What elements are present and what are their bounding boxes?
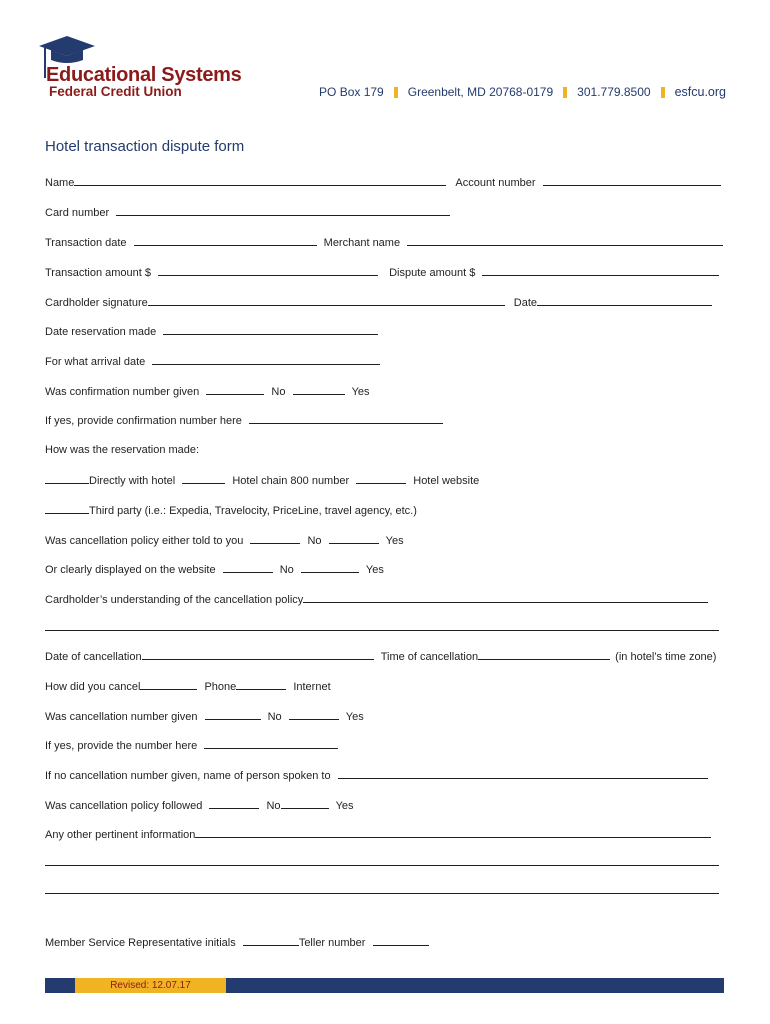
footer-stripe [45, 978, 75, 993]
cancel-policy-told-yes-label: Yes [385, 535, 404, 547]
confirmation-number-field[interactable] [249, 414, 443, 424]
cancel-policy-followed-yes-label: Yes [335, 800, 354, 812]
contact-info [319, 85, 726, 99]
time-of-cancellation-field[interactable] [478, 650, 610, 660]
logo-org-name: Educational Systems [46, 64, 242, 86]
date-of-cancellation-field[interactable] [142, 650, 374, 660]
city-address: Greenbelt, MD 20768-0179 [407, 85, 554, 99]
row-amounts [45, 266, 719, 279]
row-confirmation-given [45, 385, 370, 398]
row-how-cancel [45, 680, 331, 693]
cardholder-signature-field[interactable] [148, 296, 505, 306]
confirmation-yes-label: Yes [351, 386, 370, 398]
other-info-field-line-2[interactable] [45, 865, 719, 866]
transaction-amount-field[interactable] [158, 266, 378, 276]
account-number-label: Account number [455, 177, 536, 189]
arrival-date-field[interactable] [152, 355, 380, 365]
row-card-number [45, 206, 450, 219]
how-reservation-made-label: How was the reservation made: [45, 444, 200, 456]
row-reservation-methods [45, 474, 479, 487]
card-number-field[interactable] [116, 206, 450, 216]
row-understanding [45, 593, 708, 606]
cancel-policy-followed-label: Was cancellation policy followed [45, 800, 203, 812]
provide-confirmation-label: If yes, provide confirmation number here [45, 415, 242, 427]
footer-bar [45, 978, 724, 993]
cardholder-signature-label: Cardholder signature [45, 297, 148, 309]
transaction-amount-label: Transaction amount $ [45, 267, 151, 279]
page-title: Hotel transaction dispute form [45, 138, 245, 155]
date-reservation-made-field[interactable] [163, 325, 378, 335]
po-box: PO Box 179 [319, 85, 384, 99]
row-cancellation-number-given [45, 710, 364, 723]
row-third-party [45, 504, 417, 517]
merchant-name-field[interactable] [407, 236, 723, 246]
directly-with-hotel-field[interactable] [45, 474, 89, 484]
row-person-spoken-to [45, 769, 708, 782]
cancel-policy-followed-yes-field[interactable] [281, 799, 329, 809]
no-cancel-number-label: If no cancellation number given, name of person spoken to [45, 770, 331, 782]
understanding-field[interactable] [303, 593, 708, 603]
row-name [45, 176, 721, 189]
revised-date: Revised: 12.07.17 [75, 978, 226, 993]
name-field[interactable] [74, 176, 446, 186]
row-provide-number [45, 739, 338, 752]
phone-label: Phone [204, 681, 237, 693]
row-date-reservation [45, 325, 378, 338]
cancellation-number-field[interactable] [204, 739, 338, 749]
clearly-displayed-no-label: No [279, 564, 294, 576]
person-spoken-to-field[interactable] [338, 769, 708, 779]
clearly-displayed-no-field[interactable] [223, 563, 273, 573]
how-cancel-phone-field[interactable] [140, 680, 197, 690]
logo-org-subtitle: Federal Credit Union [49, 84, 182, 99]
merchant-name-label: Merchant name [323, 237, 401, 249]
time-of-cancellation-label: Time of cancellation [380, 651, 479, 663]
transaction-date-label: Transaction date [45, 237, 127, 249]
cancel-policy-followed-no-field[interactable] [209, 799, 259, 809]
transaction-date-field[interactable] [134, 236, 317, 246]
cancellation-number-given-label: Was cancellation number given [45, 711, 198, 723]
hotel-chain-field[interactable] [182, 474, 225, 484]
phone-number: 301.779.8500 [577, 85, 651, 99]
third-party-field[interactable] [45, 504, 89, 514]
hotel-time-zone-label: (in hotel’s time zone) [615, 651, 717, 663]
hotel-chain-label: Hotel chain 800 number [232, 475, 350, 487]
date-reservation-made-label: Date reservation made [45, 326, 157, 338]
date-field[interactable] [537, 296, 712, 306]
hotel-website-label: Hotel website [413, 475, 480, 487]
how-cancel-internet-field[interactable] [236, 680, 286, 690]
directly-with-hotel-label: Directly with hotel [89, 475, 176, 487]
msr-initials-label: Member Service Representative initials [45, 937, 236, 949]
divider [661, 87, 665, 98]
arrival-date-label: For what arrival date [45, 356, 146, 368]
name-label: Name [45, 177, 75, 189]
divider [394, 87, 398, 98]
row-transaction-date [45, 236, 723, 249]
hotel-website-field[interactable] [356, 474, 406, 484]
confirmation-no-label: No [271, 386, 286, 398]
website-link[interactable]: esfcu.org [674, 85, 726, 99]
clearly-displayed-yes-label: Yes [365, 564, 384, 576]
row-how-reservation [45, 444, 199, 456]
row-clearly-displayed [45, 563, 384, 576]
cancel-policy-told-yes-field[interactable] [329, 534, 379, 544]
row-other-info [45, 828, 711, 841]
row-arrival-date [45, 355, 380, 368]
row-cancellation-time [45, 650, 716, 663]
cancellation-number-yes-label: Yes [345, 711, 364, 723]
date-label: Date [513, 297, 538, 309]
confirmation-no-field[interactable] [206, 385, 264, 395]
divider [563, 87, 567, 98]
cancellation-number-no-field[interactable] [205, 710, 261, 720]
cancel-policy-told-no-field[interactable] [250, 534, 300, 544]
other-info-label: Any other pertinent information [45, 829, 196, 841]
teller-number-field[interactable] [373, 936, 429, 946]
row-cancel-policy-told [45, 534, 404, 547]
date-of-cancellation-label: Date of cancellation [45, 651, 142, 663]
dispute-amount-field[interactable] [482, 266, 719, 276]
confirmation-given-label: Was confirmation number given [45, 386, 200, 398]
msr-initials-field[interactable] [243, 936, 299, 946]
clearly-displayed-label: Or clearly displayed on the website [45, 564, 216, 576]
row-provide-confirmation [45, 414, 443, 427]
teller-number-label: Teller number [298, 937, 366, 949]
cancel-policy-told-label: Was cancellation policy either told to you [45, 535, 244, 547]
dispute-amount-label: Dispute amount $ [389, 267, 476, 279]
internet-label: Internet [293, 681, 331, 693]
cancel-policy-followed-no-label: No [266, 800, 281, 812]
cancellation-number-no-label: No [267, 711, 282, 723]
cancel-policy-told-no-label: No [307, 535, 322, 547]
other-info-field[interactable] [195, 828, 711, 838]
row-msr [45, 936, 429, 949]
card-number-label: Card number [45, 207, 110, 219]
row-signature [45, 296, 712, 309]
other-info-field-line-3[interactable] [45, 893, 719, 894]
cancellation-number-yes-field[interactable] [289, 710, 339, 720]
confirmation-yes-field[interactable] [293, 385, 345, 395]
how-cancel-label: How did you cancel [45, 681, 141, 693]
provide-number-label: If yes, provide the number here [45, 740, 198, 752]
understanding-label: Cardholder’s understanding of the cancellation policy [45, 594, 304, 606]
clearly-displayed-yes-field[interactable] [301, 563, 359, 573]
account-number-field[interactable] [543, 176, 721, 186]
understanding-field-line-2[interactable] [45, 630, 719, 631]
row-cancel-policy-followed [45, 799, 354, 812]
third-party-label: Third party (i.e.: Expedia, Travelocity, PriceLine, travel agency, etc.) [89, 505, 417, 517]
